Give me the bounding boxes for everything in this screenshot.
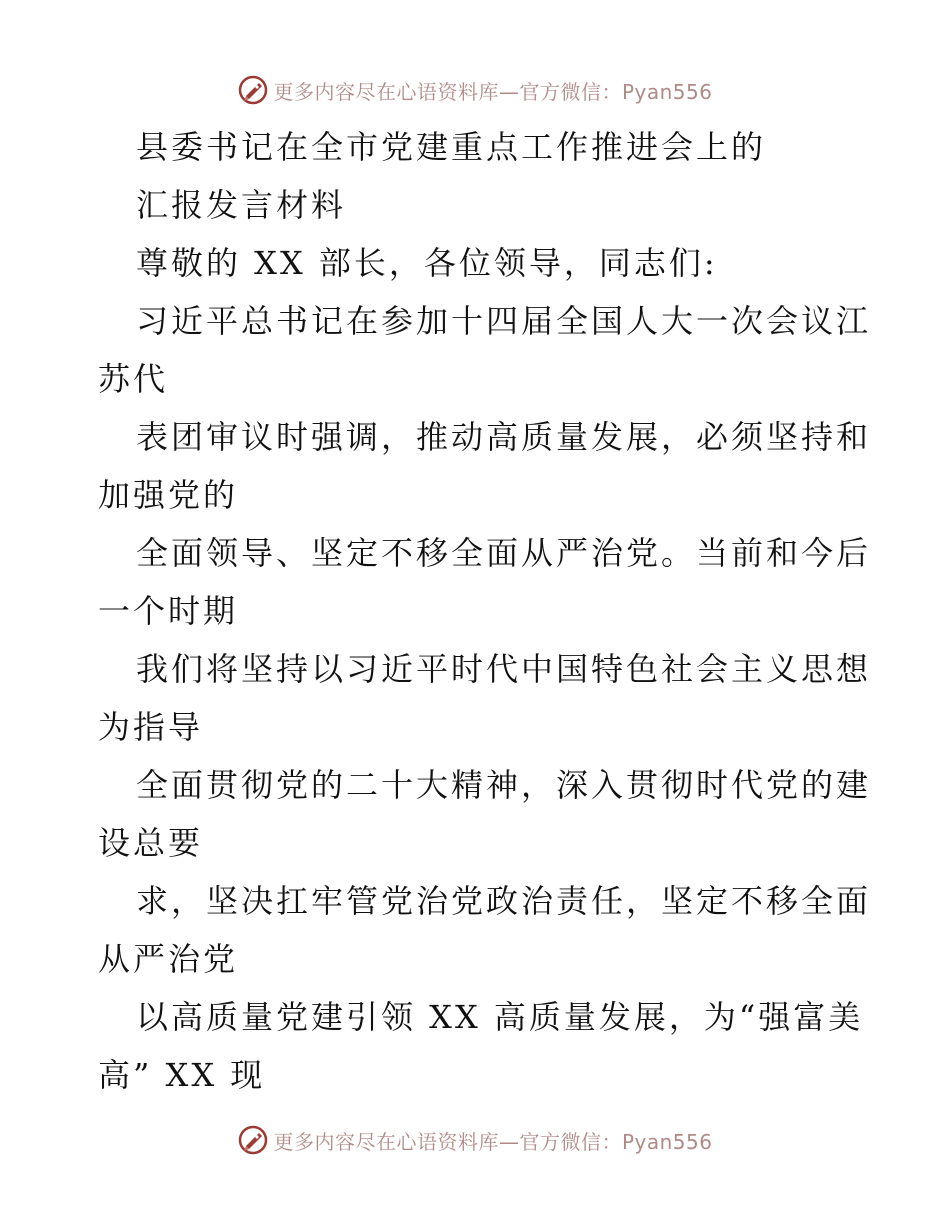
pen-nib-logo-icon (237, 1124, 269, 1156)
document-title-line-1: 县委书记在全市党建重点工作推进会上的 (136, 128, 767, 166)
paragraph-line: 高” XX 现 (98, 1056, 266, 1094)
paragraph-line: 苏代 (98, 360, 169, 398)
paragraph-line: 求，坚决扛牢管党治党政治责任，坚定不移全面 (136, 882, 872, 920)
paragraph-line: 表团审议时强调，推动高质量发展，必须坚持和 (136, 418, 872, 456)
footer-banner (0, 1120, 950, 1160)
paragraph-line: 加强党的 (98, 476, 239, 514)
paragraph-line: 习近平总书记在参加十四届全国人大一次会议江 (136, 302, 872, 340)
paragraph-line: 设总要 (98, 824, 204, 862)
paragraph-line: 为指导 (98, 708, 204, 746)
header-banner (0, 70, 950, 110)
pen-nib-logo-icon (237, 74, 269, 106)
paragraph-line: 以高质量党建引领 XX 高质量发展，为“强富美 (136, 998, 864, 1036)
paragraph-line: 全面领导、坚定不移全面从严治党。当前和今后 (136, 534, 872, 572)
header-banner-text: 更多内容尽在心语资料库—官方微信：Pyan556 (273, 79, 713, 104)
footer-banner-text: 更多内容尽在心语资料库—官方微信：Pyan556 (273, 1129, 713, 1154)
paragraph-line: 一个时期 (98, 592, 239, 630)
paragraph-line: 从严治党 (98, 940, 239, 978)
paragraph-line: 我们将坚持以习近平时代中国特色社会主义思想 (136, 650, 872, 688)
salutation: 尊敬的 XX 部长，各位领导，同志们: (136, 244, 718, 282)
paragraph-line: 全面贯彻党的二十大精神，深入贯彻时代党的建 (136, 766, 872, 804)
document-title-line-2: 汇报发言材料 (136, 186, 347, 224)
